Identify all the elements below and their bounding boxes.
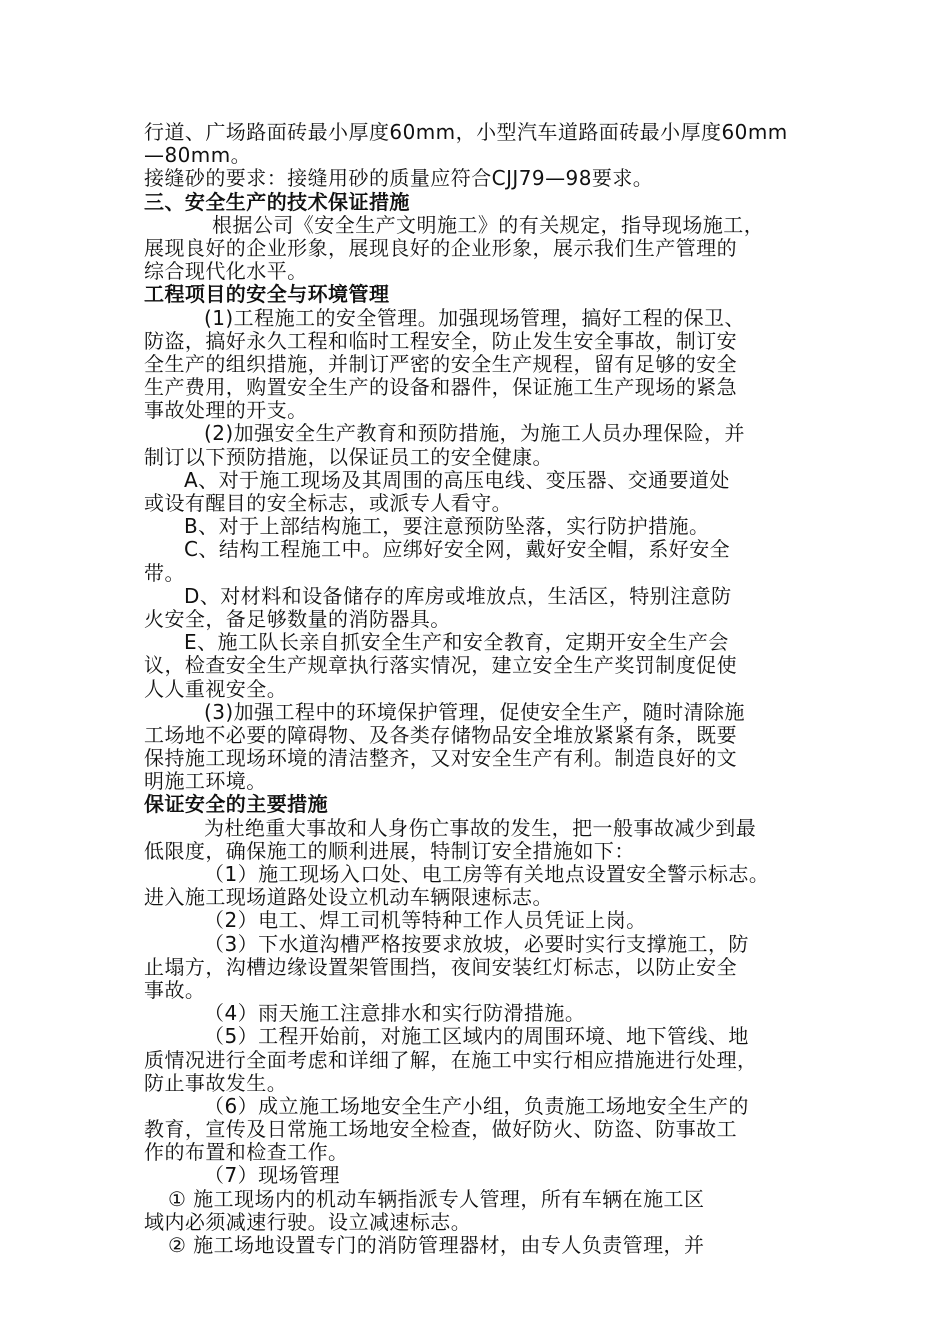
- text-line: D、对材料和设备储存的库房或堆放点，生活区，特别注意防: [184, 583, 732, 608]
- text-line: 或设有醒目的安全标志，或派专人看守。: [144, 491, 513, 515]
- text-line: 域内必须减速行驶。设立减速标志。: [144, 1209, 472, 1234]
- text-line: 接缝砂的要求：接缝用砂的质量应符合CJJ79—98要求。: [144, 166, 654, 191]
- text-line: ① 施工现场内的机动车辆指派专人管理，所有车辆在施工区: [168, 1186, 705, 1211]
- text-line: ② 施工场地设置专门的消防管理器材，由专人负责管理，并: [168, 1233, 705, 1257]
- text-line: 全生产的组织措施，并制订严密的安全生产规程，留有足够的安全: [144, 351, 738, 376]
- text-line: （4）雨天施工注意排水和实行防滑措施。: [204, 1001, 586, 1026]
- text-line: 生产费用，购置安全生产的设备和器件，保证施工生产现场的紧急: [144, 375, 738, 400]
- text-line: E、施工队长亲自抓安全生产和安全教育，定期开安全生产会: [184, 630, 729, 655]
- text-line: 低限度，确保施工的顺利进展，特制订安全措施如下：: [144, 838, 635, 863]
- section-heading: 三、安全生产的技术保证措施: [144, 189, 410, 214]
- text-line: B、对于上部结构施工，要注意预防坠落，实行防护措施。: [184, 514, 710, 539]
- text-line: 综合现代化水平。: [144, 259, 308, 284]
- text-line: 展现良好的企业形象，展现良好的企业形象，展示我们生产管理的: [144, 235, 738, 260]
- text-line: （1）施工现场入口处、电工房等有关地点设置安全警示标志。: [204, 862, 770, 886]
- text-line: 止塌方，沟槽边缘设置架管围挡，夜间安装红灯标志，以防止安全: [144, 954, 738, 979]
- text-line: （2）电工、焊工司机等特种工作人员凭证上岗。: [204, 908, 647, 933]
- text-line: 明施工环境。: [144, 769, 267, 794]
- text-line: 工场地不必要的障碍物、及各类存储物品安全堆放紧紧有条，既要: [144, 722, 738, 747]
- text-line: （3）下水道沟槽严格按要求放坡，必要时实行支撑施工，防: [204, 931, 749, 956]
- text-line: 行道、广场路面砖最小厚度60mm，小型汽车道路面砖最小厚度60mm: [144, 120, 788, 144]
- text-line: （6）成立施工场地安全生产小组，负责施工场地安全生产的: [204, 1093, 749, 1118]
- text-line: （7）现场管理: [204, 1163, 340, 1188]
- text-line: 质情况进行全面考虑和详细了解，在施工中实行相应措施进行处理，: [144, 1047, 758, 1072]
- text-line: 火安全，备足够数量的消防器具。: [144, 606, 451, 631]
- text-line: （5）工程开始前，对施工区域内的周围环境、地下管线、地: [204, 1024, 749, 1049]
- text-line: (1)工程施工的安全管理。加强现场管理，搞好工程的保卫、: [204, 305, 745, 330]
- text-line: C、结构工程施工中。应绑好安全网，戴好安全帽，系好安全: [184, 537, 731, 562]
- text-line: 带。: [144, 560, 185, 585]
- section-heading: 保证安全的主要措施: [144, 792, 329, 817]
- text-line: 防盗，搞好永久工程和临时工程安全，防止发生安全事故，制订安: [144, 328, 738, 353]
- text-line: 为杜绝重大事故和人身伤亡事故的发生，把一般事故减少到最: [204, 815, 757, 840]
- text-line: 制订以下预防措施，以保证员工的安全健康。: [144, 444, 553, 469]
- text-line: 作的布置和检查工作。: [144, 1140, 349, 1165]
- section-heading: 工程项目的安全与环境管理: [144, 282, 390, 307]
- text-line: 保持施工现场环境的清洁整齐，又对安全生产有利。制造良好的文: [144, 746, 738, 771]
- text-line: (3)加强工程中的环境保护管理，促使安全生产，随时清除施: [204, 699, 745, 724]
- text-line: A、对于施工现场及其周围的高压电线、变压器、交通要道处: [184, 467, 730, 492]
- text-line: 进入施工现场道路处设立机动车辆限速标志。: [144, 885, 553, 910]
- text-line: 根据公司《安全生产文明施工》的有关规定，指导现场施工，: [212, 212, 765, 237]
- text-line: —80mm。: [144, 143, 252, 168]
- text-line: 议，检查安全生产规章执行落实情况，建立安全生产奖罚制度促使: [144, 653, 738, 678]
- document-body: [144, 121, 814, 1257]
- text-line: (2)加强安全生产教育和预防措施，为施工人员办理保险，并: [204, 421, 745, 446]
- text-line: 人人重视安全。: [144, 676, 288, 701]
- text-line: 教育，宣传及日常施工场地安全检查，做好防火、防盗、防事故工: [144, 1117, 738, 1142]
- text-line: 防止事故发生。: [144, 1070, 288, 1095]
- text-line: 事故。: [144, 977, 206, 1002]
- text-line: 事故处理的开支。: [144, 398, 308, 423]
